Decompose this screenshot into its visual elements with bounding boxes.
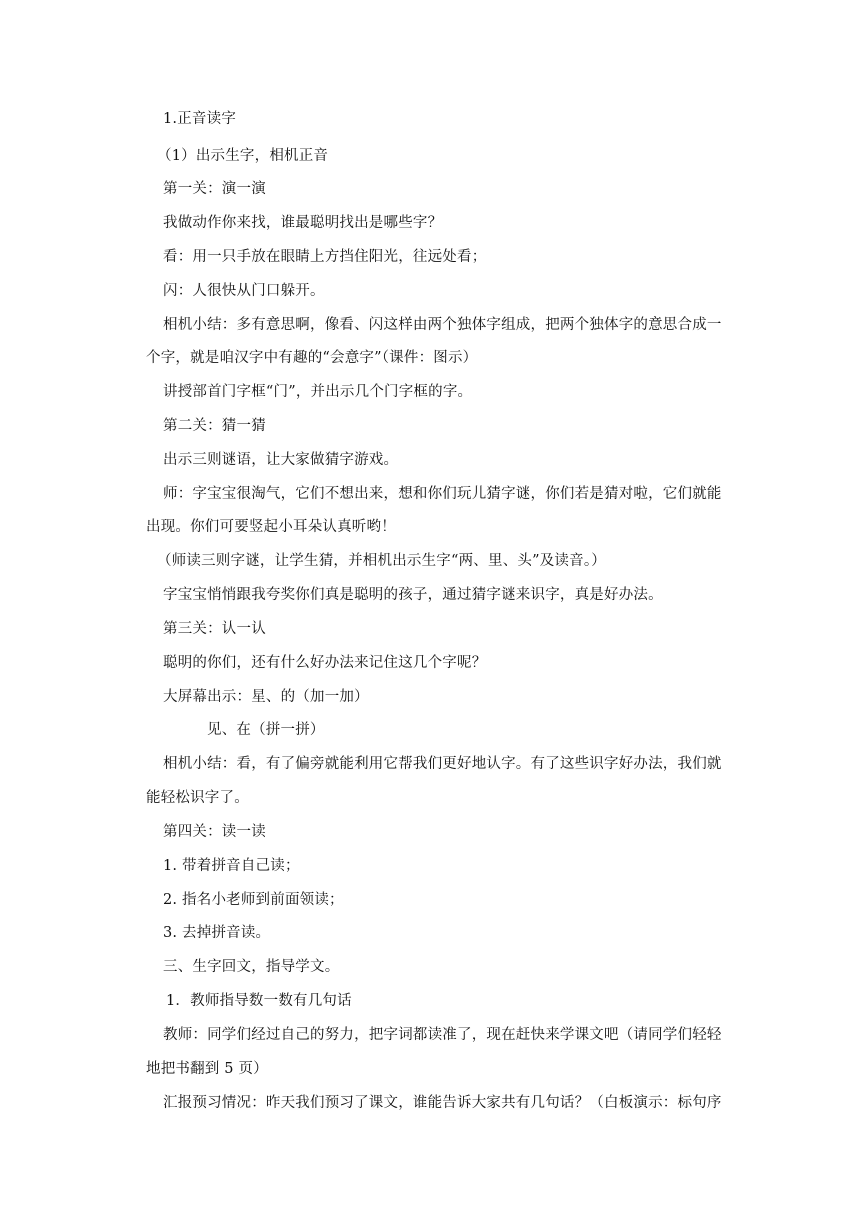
text-line: 字宝宝悄悄跟我夸奖你们真是聪明的孩子，通过猜字谜来识字，真是好办法。 (163, 587, 663, 603)
text-line: 地把书翻到 5 页） (146, 1061, 268, 1077)
text-line: 相机小结：多有意思啊，像看、闪这样由两个独体字组成，把两个独体字的意思合成一 (163, 317, 722, 333)
text-line: 相机小结：看，有了偏旁就能利用它帮我们更好地认字。有了这些识字好办法，我们就 (163, 756, 722, 772)
text-line: 讲授部首门字框“门”，并出示几个门字框的字。 (163, 384, 473, 400)
text-line: 1. 带着拼音自己读； (163, 858, 300, 874)
text-line: 教师：同学们经过自己的努力，把字词都读准了，现在赶快来学课文吧（请同学们轻轻 (163, 1027, 722, 1043)
text-line: 大屏幕出示：星、的（加一加） (163, 689, 369, 705)
text-line: 出示三则谜语，让大家做猜字游戏。 (163, 452, 399, 468)
text-line: 聪明的你们，还有什么好办法来记住这几个字呢？ (163, 655, 487, 671)
text-line: （1）出示生字，相机正音 (157, 148, 329, 164)
text-line: 汇报预习情况：昨天我们预习了课文，谁能告诉大家共有几句话？（白板演示：标句序 (163, 1095, 722, 1111)
text-line: 第三关：认一认 (163, 621, 266, 637)
text-line: 出现。你们可要竖起小耳朵认真听哟！ (146, 519, 396, 535)
text-line: 我做动作你来找，谁最聪明找出是哪些字？ (163, 215, 443, 231)
text-line: 第二关：猜一猜 (163, 418, 266, 434)
text-line: 3. 去掉拼音读。 (163, 925, 271, 941)
text-line: 三、生字回文，指导学文。 (163, 959, 340, 975)
text-line: 闪：人很快从门口躲开。 (163, 283, 325, 299)
text-line: 见、在（拼一拼） (207, 722, 325, 738)
text-line: 1．教师指导数一数有几句话 (166, 993, 352, 1009)
text-line: 看：用一只手放在眼睛上方挡住阳光，往远处看； (163, 249, 487, 265)
text-line: 师：字宝宝很淘气，它们不想出来，想和你们玩儿猜字谜，你们若是猜对啦，它们就能 (163, 486, 722, 502)
text-line: 第一关：演一演 (163, 181, 266, 197)
text-line: 第四关：读一读 (163, 824, 266, 840)
text-line: 个字，就是咱汉字中有趣的“会意字”（课件：图示） (146, 350, 478, 366)
text-line: 2. 指名小老师到前面领读； (163, 892, 344, 908)
text-line: 能轻松识字了。 (146, 790, 249, 806)
text-line: 1.正音读字 (163, 111, 237, 127)
text-line: （师读三则字谜，让学生猜，并相机出示生字“两、里、头”及读音。） (157, 553, 606, 569)
